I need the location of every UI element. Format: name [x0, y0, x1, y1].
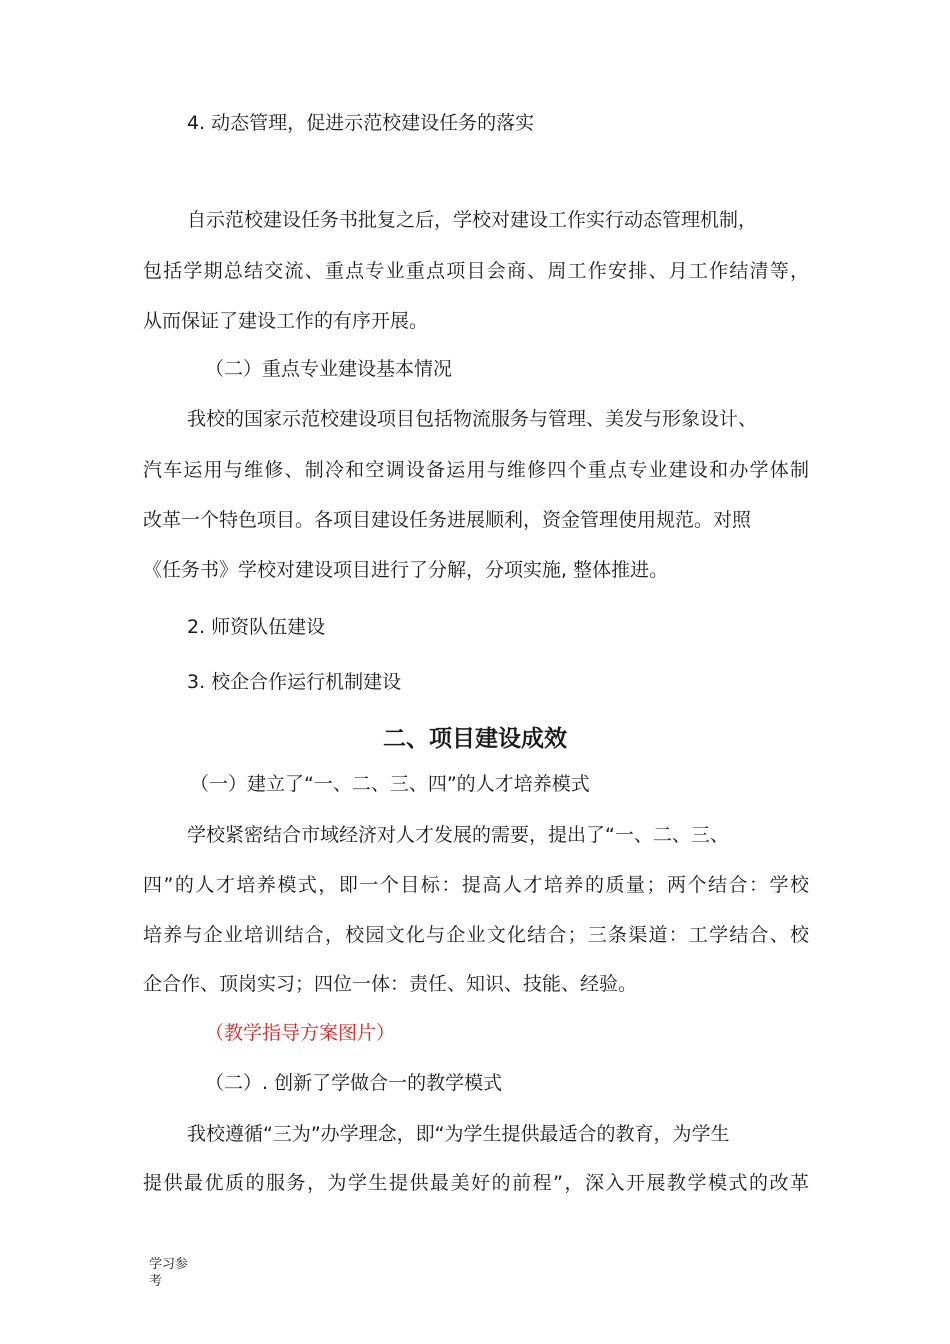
list-item-2: 2. 师资队伍建设 — [187, 616, 326, 638]
paragraph-line: 提供最优质的服务，为学生提供最美好的前程”，深入开展教学模式的改革 — [143, 1172, 809, 1194]
paragraph-line: 企合作、顶岗实习；四位一体：责任、知识、技能、经验。 — [143, 973, 638, 995]
paragraph-line: 我校的国家示范校建设项目包括物流服务与管理、美发与形象设计、 — [187, 408, 758, 430]
subheading-talent-model: （一）建立了“一、二、三、四”的人才培养模式 — [190, 773, 590, 795]
paragraph-line: 培养与企业培训结合，校园文化与企业文化结合；三条渠道：工学结合、校 — [143, 924, 809, 946]
paragraph-line: 自示范校建设任务书批复之后，学校对建设工作实行动态管理机制， — [187, 209, 758, 231]
list-item-3: 3. 校企合作运行机制建设 — [187, 671, 402, 693]
paragraph-line: 从而保证了建设工作的有序开展。 — [143, 310, 429, 332]
paragraph-line: 改革一个特色项目。各项目建设任务进展顺利，资金管理使用规范。对照 — [143, 509, 752, 531]
paragraph-line: 四”的人才培养模式，即一个目标：提高人才培养的质量；两个结合：学校 — [143, 874, 809, 896]
page-footer: 学习参考 — [149, 1257, 189, 1289]
paragraph-line: 包括学期总结交流、重点专业重点项目会商、周工作安排、月工作结清等， — [143, 260, 809, 282]
section-item-4: 4. 动态管理，促进示范校建设任务的落实 — [187, 112, 535, 134]
paragraph-line: 我校遵循“三为”办学理念，即“为学生提供最适合的教育，为学生 — [187, 1123, 730, 1145]
subheading-key-majors: （二）重点专业建设基本情况 — [205, 358, 453, 380]
image-placeholder-note: （教学指导方案图片） — [205, 1022, 396, 1044]
paragraph-line: 学校紧密结合市域经济对人才发展的需要，提出了“一、二、三、 — [187, 824, 729, 846]
paragraph-line: 汽车运用与维修、制冷和空调设备运用与维修四个重点专业建设和办学体制 — [143, 459, 809, 481]
paragraph-line: 《任务书》学校对建设项目进行了分解，分项实施, 整体推进。 — [143, 559, 669, 581]
subheading-teaching-model: （二）. 创新了学做合一的教学模式 — [205, 1072, 503, 1094]
section-heading: 二、项目建设成效 — [383, 726, 567, 752]
